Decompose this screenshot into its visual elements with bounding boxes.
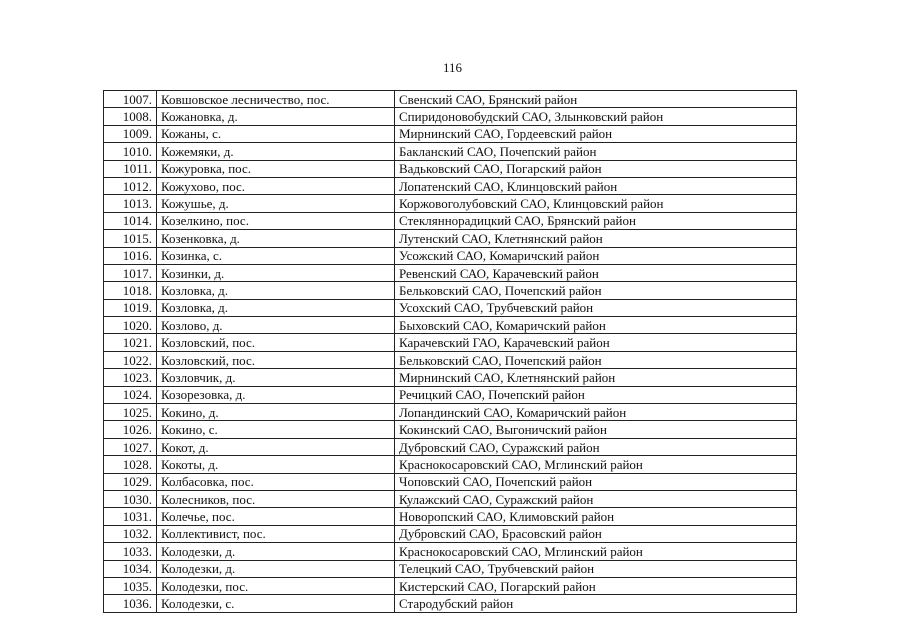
settlement-name-cell: Колодезки, д. bbox=[157, 543, 395, 560]
settlement-name-cell: Кокино, с. bbox=[157, 421, 395, 438]
settlement-name-cell: Козловчик, д. bbox=[157, 369, 395, 386]
row-number-cell: 1036. bbox=[104, 595, 157, 612]
row-number-cell: 1029. bbox=[104, 473, 157, 490]
settlement-name-cell: Кокот, д. bbox=[157, 438, 395, 455]
table-row bbox=[104, 404, 797, 421]
row-number-cell: 1023. bbox=[104, 369, 157, 386]
settlement-name-cell: Козенковка, д. bbox=[157, 230, 395, 247]
row-number-cell: 1014. bbox=[104, 212, 157, 229]
table-row bbox=[104, 508, 797, 525]
administrative-area-cell: Вадьковский САО, Погарский район bbox=[395, 160, 797, 177]
administrative-area-cell: Лутенский САО, Клетнянский район bbox=[395, 230, 797, 247]
row-number-cell: 1035. bbox=[104, 577, 157, 594]
settlement-name-cell: Козловский, пос. bbox=[157, 351, 395, 368]
table-row bbox=[104, 230, 797, 247]
table-row bbox=[104, 282, 797, 299]
table-row bbox=[104, 490, 797, 507]
settlement-name-cell: Козлово, д. bbox=[157, 317, 395, 334]
row-number-cell: 1018. bbox=[104, 282, 157, 299]
settlement-name-cell: Козловский, пос. bbox=[157, 334, 395, 351]
settlement-name-cell: Кокоты, д. bbox=[157, 456, 395, 473]
administrative-area-cell: Бельковский САО, Почепский район bbox=[395, 282, 797, 299]
administrative-area-cell: Усохский САО, Трубчевский район bbox=[395, 299, 797, 316]
row-number-cell: 1007. bbox=[104, 91, 157, 108]
settlement-name-cell: Кожемяки, д. bbox=[157, 143, 395, 160]
table-row bbox=[104, 369, 797, 386]
table-row bbox=[104, 334, 797, 351]
table-row bbox=[104, 386, 797, 403]
page-number: 116 bbox=[442, 60, 463, 75]
administrative-area-cell: Кулажский САО, Суражский район bbox=[395, 490, 797, 507]
row-number-cell: 1025. bbox=[104, 404, 157, 421]
table-row bbox=[104, 560, 797, 577]
table-row bbox=[104, 577, 797, 594]
administrative-area-cell: Речицкий САО, Почепский район bbox=[395, 386, 797, 403]
row-number-cell: 1012. bbox=[104, 177, 157, 194]
row-number-cell: 1013. bbox=[104, 195, 157, 212]
settlement-name-cell: Козловка, д. bbox=[157, 299, 395, 316]
table-row bbox=[104, 543, 797, 560]
settlement-name-cell: Колодезки, с. bbox=[157, 595, 395, 612]
table-body bbox=[104, 91, 797, 613]
table-row bbox=[104, 264, 797, 281]
settlement-name-cell: Кожаны, с. bbox=[157, 125, 395, 142]
administrative-area-cell: Спиридоновобудский САО, Злынковский район bbox=[395, 108, 797, 125]
table-row bbox=[104, 247, 797, 264]
row-number-cell: 1028. bbox=[104, 456, 157, 473]
settlement-name-cell: Кожушье, д. bbox=[157, 195, 395, 212]
administrative-area-cell: Усожский САО, Комаричский район bbox=[395, 247, 797, 264]
table-row bbox=[104, 125, 797, 142]
table-row bbox=[104, 456, 797, 473]
table-row bbox=[104, 91, 797, 108]
administrative-area-cell: Новоропский САО, Климовский район bbox=[395, 508, 797, 525]
settlement-table bbox=[103, 90, 797, 613]
administrative-area-cell: Краснокосаровский САО, Мглинский район bbox=[395, 456, 797, 473]
settlement-name-cell: Козорезовка, д. bbox=[157, 386, 395, 403]
administrative-area-cell: Коржовоголубовский САО, Клинцовский район bbox=[395, 195, 797, 212]
administrative-area-cell: Дубровский САО, Брасовский район bbox=[395, 525, 797, 542]
row-number-cell: 1031. bbox=[104, 508, 157, 525]
administrative-area-cell: Кистерский САО, Погарский район bbox=[395, 577, 797, 594]
table-row bbox=[104, 299, 797, 316]
settlement-name-cell: Ковшовское лесничество, пос. bbox=[157, 91, 395, 108]
row-number-cell: 1033. bbox=[104, 543, 157, 560]
row-number-cell: 1017. bbox=[104, 264, 157, 281]
settlement-name-cell: Колодезки, пос. bbox=[157, 577, 395, 594]
row-number-cell: 1011. bbox=[104, 160, 157, 177]
table-row bbox=[104, 212, 797, 229]
settlement-name-cell: Козинка, с. bbox=[157, 247, 395, 264]
table-row bbox=[104, 160, 797, 177]
table-row bbox=[104, 317, 797, 334]
row-number-cell: 1019. bbox=[104, 299, 157, 316]
settlement-name-cell: Колечье, пос. bbox=[157, 508, 395, 525]
administrative-area-cell: Свенский САО, Брянский район bbox=[395, 91, 797, 108]
table-row bbox=[104, 195, 797, 212]
row-number-cell: 1032. bbox=[104, 525, 157, 542]
settlement-name-cell: Кокино, д. bbox=[157, 404, 395, 421]
row-number-cell: 1016. bbox=[104, 247, 157, 264]
settlement-name-cell: Колодезки, д. bbox=[157, 560, 395, 577]
administrative-area-cell: Лопатенский САО, Клинцовский район bbox=[395, 177, 797, 194]
table-row bbox=[104, 351, 797, 368]
settlement-name-cell: Колесников, пос. bbox=[157, 490, 395, 507]
administrative-area-cell: Кокинский САО, Выгоничский район bbox=[395, 421, 797, 438]
table-row bbox=[104, 177, 797, 194]
settlement-name-cell: Козловка, д. bbox=[157, 282, 395, 299]
table-row bbox=[104, 438, 797, 455]
administrative-area-cell: Ревенский САО, Карачевский район bbox=[395, 264, 797, 281]
table-row bbox=[104, 525, 797, 542]
row-number-cell: 1015. bbox=[104, 230, 157, 247]
settlement-name-cell: Коллективист, пос. bbox=[157, 525, 395, 542]
row-number-cell: 1008. bbox=[104, 108, 157, 125]
table-row bbox=[104, 595, 797, 612]
settlement-name-cell: Кожановка, д. bbox=[157, 108, 395, 125]
administrative-area-cell: Стародубский район bbox=[395, 595, 797, 612]
administrative-area-cell: Бельковский САО, Почепский район bbox=[395, 351, 797, 368]
row-number-cell: 1034. bbox=[104, 560, 157, 577]
administrative-area-cell: Краснокосаровский САО, Мглинский район bbox=[395, 543, 797, 560]
table-row bbox=[104, 421, 797, 438]
administrative-area-cell: Мирнинский САО, Клетнянский район bbox=[395, 369, 797, 386]
settlement-name-cell: Козинки, д. bbox=[157, 264, 395, 281]
settlement-name-cell: Кожухово, пос. bbox=[157, 177, 395, 194]
settlement-name-cell: Кожуровка, пос. bbox=[157, 160, 395, 177]
table-row bbox=[104, 108, 797, 125]
row-number-cell: 1020. bbox=[104, 317, 157, 334]
row-number-cell: 1027. bbox=[104, 438, 157, 455]
settlement-name-cell: Колбасовка, пос. bbox=[157, 473, 395, 490]
row-number-cell: 1021. bbox=[104, 334, 157, 351]
administrative-area-cell: Дубровский САО, Суражский район bbox=[395, 438, 797, 455]
administrative-area-cell: Бакланский САО, Почепский район bbox=[395, 143, 797, 160]
row-number-cell: 1022. bbox=[104, 351, 157, 368]
table-row bbox=[104, 473, 797, 490]
administrative-area-cell: Стекляннорадицкий САО, Брянский район bbox=[395, 212, 797, 229]
administrative-area-cell: Лопандинский САО, Комаричский район bbox=[395, 404, 797, 421]
settlement-name-cell: Козелкино, пос. bbox=[157, 212, 395, 229]
administrative-area-cell: Телецкий САО, Трубчевский район bbox=[395, 560, 797, 577]
row-number-cell: 1024. bbox=[104, 386, 157, 403]
administrative-area-cell: Мирнинский САО, Гордеевский район bbox=[395, 125, 797, 142]
row-number-cell: 1010. bbox=[104, 143, 157, 160]
row-number-cell: 1026. bbox=[104, 421, 157, 438]
row-number-cell: 1030. bbox=[104, 490, 157, 507]
administrative-area-cell: Карачевский ГАО, Карачевский район bbox=[395, 334, 797, 351]
row-number-cell: 1009. bbox=[104, 125, 157, 142]
administrative-area-cell: Чоповский САО, Почепский район bbox=[395, 473, 797, 490]
administrative-area-cell: Быховский САО, Комаричский район bbox=[395, 317, 797, 334]
table-row bbox=[104, 143, 797, 160]
